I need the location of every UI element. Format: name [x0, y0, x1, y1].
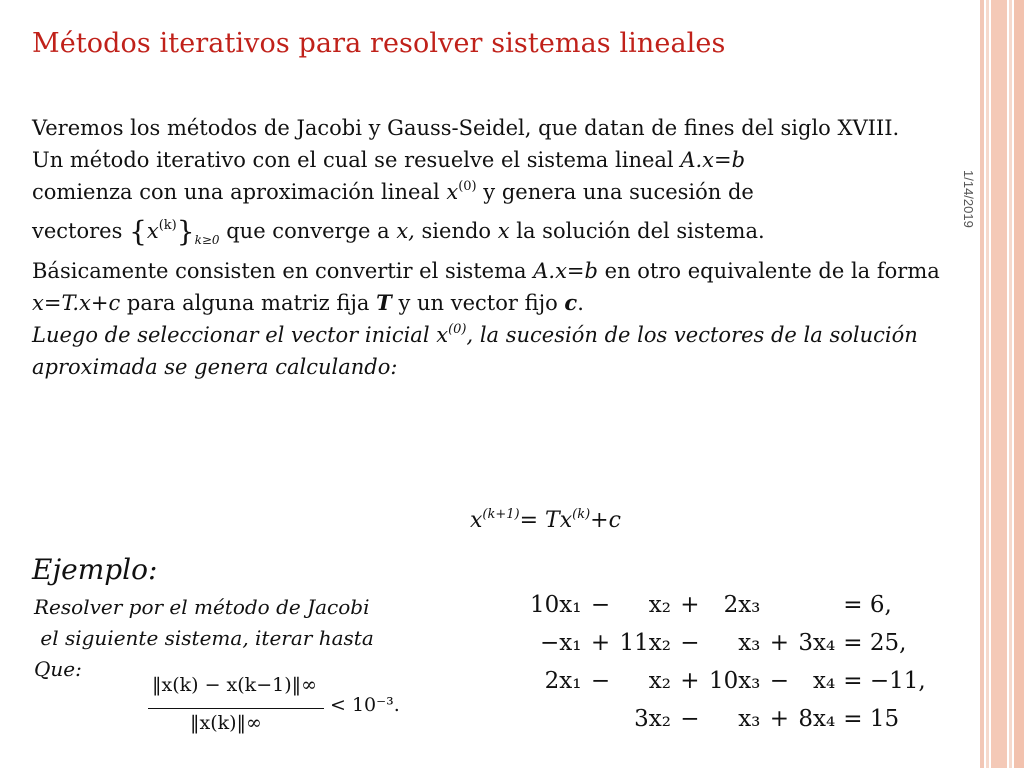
operator: +	[769, 630, 790, 656]
vector-x0: x	[436, 323, 449, 347]
stripe	[1009, 0, 1012, 768]
operator: −	[680, 630, 700, 656]
criterion-rhs: < 10⁻³.	[330, 694, 400, 716]
equation-inline: A.x=b	[533, 259, 598, 283]
decorative-side-stripes	[980, 0, 1024, 768]
equation-rhs: = −11,	[843, 668, 926, 694]
slide-body	[32, 112, 952, 383]
text-span: Luego de seleccionar el vector inicial	[32, 323, 437, 347]
formula-mid: = Tx	[519, 508, 573, 533]
fraction-bar	[148, 708, 324, 709]
operator	[764, 586, 794, 624]
stopping-criterion	[146, 674, 436, 744]
operator: +	[680, 668, 700, 694]
instruction-line: el siguiente sistema, iterar hasta	[34, 626, 374, 650]
example-instructions	[34, 592, 474, 685]
matrix-T: T	[376, 290, 392, 315]
criterion-numerator: ‖x(k) − x(k−1)‖∞	[152, 674, 317, 696]
stripe	[986, 0, 989, 768]
stripe	[991, 0, 1007, 768]
text-span: Un método iterativo con el cual se resuelve el sistema lineal	[32, 148, 681, 172]
stripe	[980, 0, 984, 768]
operator: −	[590, 668, 611, 694]
left-brace: {	[129, 215, 147, 248]
equation-inline: A.x=b	[680, 148, 746, 172]
text-span: .	[577, 291, 584, 315]
term: 11x₂	[619, 630, 671, 656]
equation-rhs: = 15	[843, 706, 900, 732]
subscript: k≥0	[194, 233, 220, 247]
method-paragraph	[32, 144, 952, 208]
operator: +	[769, 706, 790, 732]
term: 3x₂	[634, 706, 671, 732]
system-equation-row	[526, 700, 930, 738]
term	[794, 586, 839, 624]
formula-lhs: x	[470, 508, 483, 533]
linear-system	[526, 586, 930, 738]
conversion-paragraph	[32, 255, 952, 319]
example-heading: Ejemplo:	[32, 553, 158, 586]
term: 2x₁	[544, 668, 582, 694]
system-equation-row	[526, 662, 930, 700]
var-x: x	[497, 219, 510, 243]
sequence-x: x	[146, 219, 159, 243]
stripe	[1014, 0, 1024, 768]
text-span: en otro equivalente de la forma	[597, 259, 940, 283]
text-span: comienza con una aproximación lineal	[32, 180, 447, 204]
term: x₄	[813, 668, 836, 694]
criterion-denominator: ‖x(k)‖∞	[190, 712, 262, 734]
equation-rhs: = 6,	[843, 592, 892, 618]
slide-title: Métodos iterativos para resolver sistemas lineales	[32, 28, 726, 59]
sequence-line	[32, 208, 952, 255]
term	[526, 700, 585, 738]
text-span: para alguna matriz fija	[120, 291, 377, 315]
intro-paragraph: Veremos los métodos de Jacobi y Gauss-Seidel, que datan de fines del siglo XVIII.	[32, 116, 900, 140]
text-span: Básicamente consisten en convertir el sistema	[32, 259, 534, 283]
term: x₃	[738, 630, 761, 656]
text-span: vectores	[32, 219, 130, 243]
vector-x0: x	[446, 180, 459, 204]
slide-date: 1/14/2019	[961, 170, 976, 228]
text-span: y un vector fijo	[391, 291, 565, 315]
system-equation-row	[526, 586, 930, 624]
operator: +	[590, 630, 611, 656]
instruction-line: Que:	[34, 657, 82, 681]
term: x₂	[648, 592, 671, 618]
term: −x₁	[540, 630, 582, 656]
iteration-paragraph	[32, 319, 952, 383]
term: 2x₃	[723, 592, 761, 618]
operator: −	[680, 706, 700, 732]
var-x: x,	[396, 219, 415, 243]
vector-c: c	[564, 290, 578, 315]
iteration-formula	[470, 508, 621, 533]
superscript: (k+1)	[482, 507, 520, 522]
equation-inline: x=T.x+c	[32, 291, 121, 315]
text-span: que converge a	[219, 219, 397, 243]
operator: +	[680, 592, 700, 618]
operator	[585, 700, 615, 738]
text-span: , la sucesión de los vectores de la solución aproximada se genera calculando:	[32, 323, 918, 379]
term: 8x₄	[798, 706, 836, 732]
term: 3x₄	[798, 630, 836, 656]
term: x₂	[648, 668, 671, 694]
system-equation-row	[526, 624, 930, 662]
superscript: (k)	[158, 218, 177, 233]
text-span: la solución del sistema.	[509, 219, 765, 243]
term: 10x₁	[530, 592, 582, 618]
superscript: (k)	[572, 507, 591, 522]
term: 10x₃	[708, 668, 761, 694]
text-span: siendo	[414, 219, 498, 243]
formula-rhs: +c	[590, 508, 621, 533]
operator: −	[590, 592, 611, 618]
instruction-line: Resolver por el método de Jacobi	[34, 595, 370, 619]
term: x₃	[738, 706, 761, 732]
right-brace: }	[176, 215, 195, 248]
superscript: (0)	[458, 179, 477, 194]
equation-rhs: = 25,	[843, 630, 907, 656]
operator: −	[769, 668, 790, 694]
text-span: y genera una sucesión de	[476, 180, 754, 204]
superscript: (0)	[448, 322, 467, 337]
